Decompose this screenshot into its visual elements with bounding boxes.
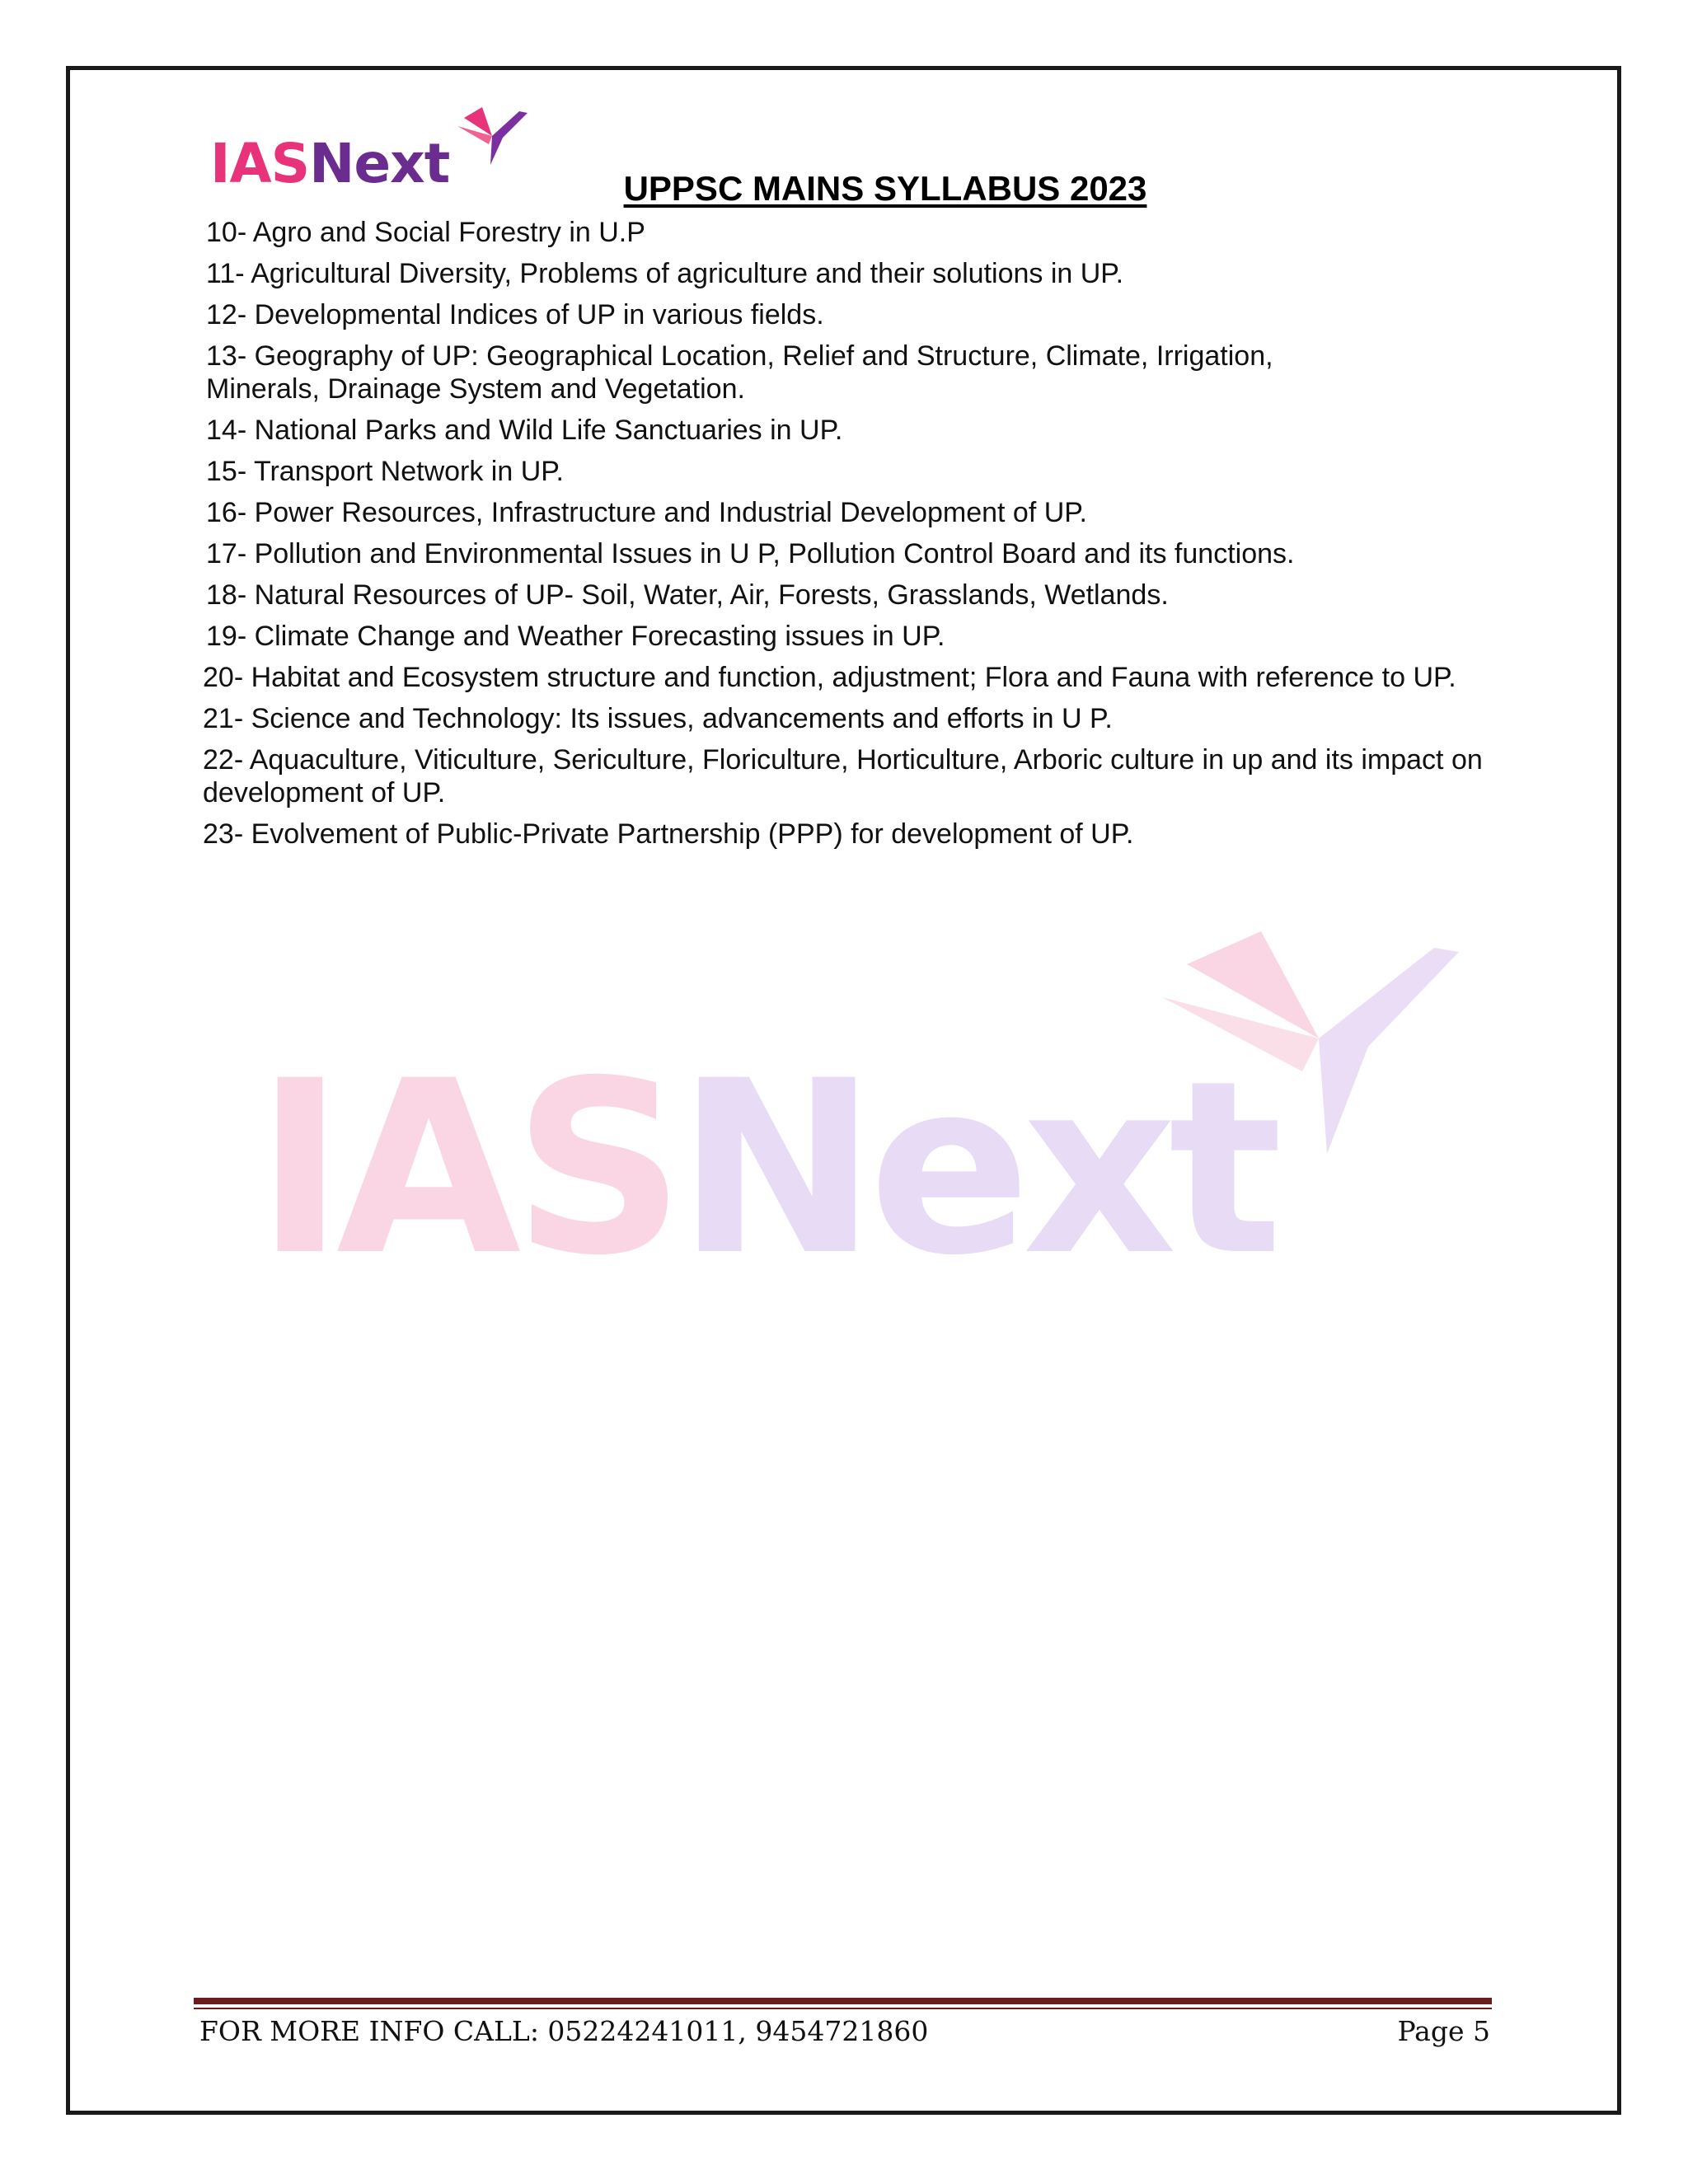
list-item: 10- Agro and Social Forestry in U.P <box>206 217 645 248</box>
list-item: 23- Evolvement of Public-Private Partnership (PPP) for development of UP. <box>203 818 1134 850</box>
logo-next: Next <box>309 132 450 195</box>
syllabus-list <box>203 216 1492 859</box>
page-title: UPPSC MAINS SYLLABUS 2023 <box>623 169 1147 208</box>
list-item: 15- Transport Network in UP. <box>206 456 564 487</box>
list-item: 16- Power Resources, Infrastructure and Industrial Development of UP. <box>206 497 1088 528</box>
footer-contact: FOR MORE INFO CALL: 05224241011, 9454721860 <box>199 2015 929 2047</box>
list-item: 17- Pollution and Environmental Issues in U P, Pollution Control Board and its functions. <box>206 538 1295 569</box>
list-item: 19- Climate Change and Weather Forecasting issues in UP. <box>206 621 945 652</box>
watermark-ias: IAS <box>256 1030 678 1308</box>
watermark-next: Next <box>677 1030 1275 1308</box>
footer-divider-thin <box>194 2008 1492 2009</box>
list-item: 21- Science and Technology: Its issues, advancements and efforts in U P. <box>203 703 1113 734</box>
footer-divider <box>194 1998 1492 2004</box>
page-number: Page 5 <box>1397 2015 1490 2047</box>
list-item: 18- Natural Resources of UP- Soil, Water, Air, Forests, Grasslands, Wetlands. <box>206 579 1169 611</box>
list-item: 14- National Parks and Wild Life Sanctuaries in UP. <box>206 415 843 446</box>
list-item: 13- Geography of UP: Geographical Location, Relief and Structure, Climate, Irrigation, Minerals, Drainage System and Vegetation. <box>206 340 1273 405</box>
list-item: 12- Developmental Indices of UP in various fields. <box>206 299 824 330</box>
logo-ias: IAS <box>210 132 310 195</box>
list-item: 22- Aquaculture, Viticulture, Sericulture, Floriculture, Horticulture, Arboric culture in up and its impact on development of UP. <box>203 744 1483 808</box>
list-item: 11- Agricultural Diversity, Problems of agriculture and their solutions in UP. <box>206 258 1124 289</box>
bird-icon <box>457 103 528 173</box>
list-item: 20- Habitat and Ecosystem structure and function, adjustment; Flora and Fauna with reference to UP. <box>203 662 1456 693</box>
